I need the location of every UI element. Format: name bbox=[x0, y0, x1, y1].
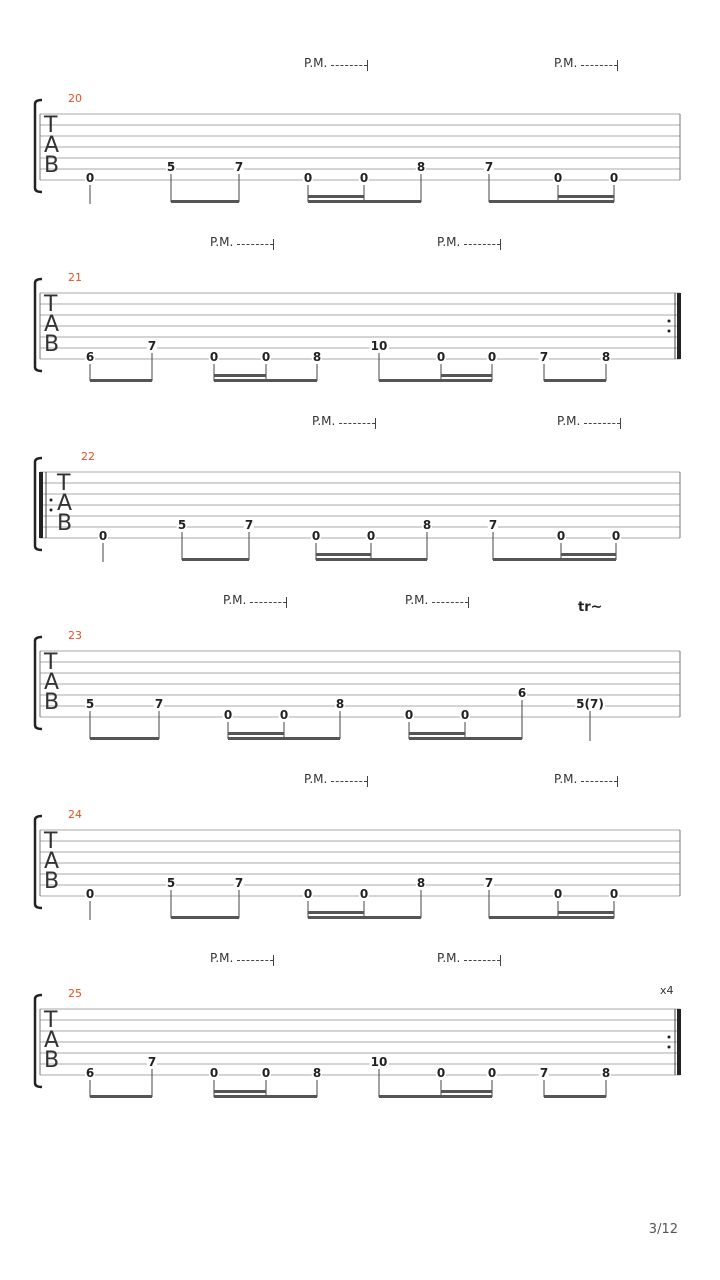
tab-letter-t: T bbox=[44, 650, 58, 675]
tab-letter-b: B bbox=[44, 153, 60, 178]
fret-number: 0 bbox=[279, 708, 289, 722]
fret-number: 7 bbox=[484, 160, 494, 174]
fret-number: 0 bbox=[611, 529, 621, 543]
fret-number: 0 bbox=[359, 887, 369, 901]
fret-number: 7 bbox=[234, 876, 244, 890]
staff-lines bbox=[0, 947, 720, 1126]
fret-number: 0 bbox=[98, 529, 108, 543]
palm-mute-marking: P.M. bbox=[210, 951, 274, 965]
staff-lines bbox=[0, 589, 720, 768]
palm-mute-marking: P.M. bbox=[557, 414, 621, 428]
fret-number: 0 bbox=[303, 887, 313, 901]
fret-number: 5 bbox=[177, 518, 187, 532]
fret-number: 8 bbox=[335, 697, 345, 711]
fret-number: 7 bbox=[539, 1066, 549, 1080]
fret-number: 8 bbox=[312, 350, 322, 364]
fret-number: 7 bbox=[244, 518, 254, 532]
fret-number: 0 bbox=[311, 529, 321, 543]
tab-letter-t: T bbox=[44, 1008, 58, 1033]
palm-mute-marking: P.M. bbox=[437, 235, 501, 249]
measure-number: 21 bbox=[68, 271, 82, 284]
fret-number: 7 bbox=[488, 518, 498, 532]
tab-letter-t: T bbox=[44, 829, 58, 854]
fret-number: 7 bbox=[484, 876, 494, 890]
fret-number: 0 bbox=[609, 171, 619, 185]
palm-mute-marking: P.M. bbox=[405, 593, 469, 607]
tab-letter-a: A bbox=[44, 312, 60, 337]
tab-letter-t: T bbox=[57, 471, 71, 496]
fret-number: 8 bbox=[601, 350, 611, 364]
staff-lines bbox=[0, 410, 720, 589]
fret-number: 0 bbox=[261, 1066, 271, 1080]
tab-letter-a: A bbox=[44, 133, 60, 158]
palm-mute-marking: P.M. bbox=[304, 56, 368, 70]
page-number: 3/12 bbox=[648, 1222, 678, 1237]
fret-number: 5 bbox=[166, 876, 176, 890]
tab-letter-b: B bbox=[44, 869, 60, 894]
tab-system-24 bbox=[0, 768, 720, 947]
fret-number: 7 bbox=[539, 350, 549, 364]
tab-letter-t: T bbox=[44, 292, 58, 317]
palm-mute-marking: P.M. bbox=[554, 772, 618, 786]
fret-number: 0 bbox=[556, 529, 566, 543]
fret-number: 0 bbox=[609, 887, 619, 901]
fret-number: 0 bbox=[553, 887, 563, 901]
fret-number: 8 bbox=[422, 518, 432, 532]
fret-number: 7 bbox=[234, 160, 244, 174]
fret-number: 8 bbox=[416, 160, 426, 174]
tab-letter-b: B bbox=[57, 511, 73, 536]
palm-mute-marking: P.M. bbox=[223, 593, 287, 607]
measure-number: 20 bbox=[68, 92, 82, 105]
fret-number: 0 bbox=[209, 350, 219, 364]
tab-letter-b: B bbox=[44, 690, 60, 715]
fret-number: 0 bbox=[487, 1066, 497, 1080]
fret-number: 6 bbox=[85, 350, 95, 364]
trill-marking: tr∼ bbox=[578, 599, 603, 615]
tab-letter-b: B bbox=[44, 1048, 60, 1073]
tab-letter-a: A bbox=[44, 849, 60, 874]
tab-letter-a: A bbox=[44, 670, 60, 695]
palm-mute-marking: P.M. bbox=[437, 951, 501, 965]
tab-letter-a: A bbox=[44, 1028, 60, 1053]
measure-number: 24 bbox=[68, 808, 82, 821]
tab-system-22 bbox=[0, 410, 720, 589]
tab-system-21 bbox=[0, 231, 720, 410]
fret-number: 0 bbox=[223, 708, 233, 722]
fret-number: 6 bbox=[517, 686, 527, 700]
tab-system-23 bbox=[0, 589, 720, 768]
fret-number: 0 bbox=[85, 887, 95, 901]
tab-letter-b: B bbox=[44, 332, 60, 357]
fret-number: 0 bbox=[209, 1066, 219, 1080]
tab-letter-t: T bbox=[44, 113, 58, 138]
fret-number: 0 bbox=[436, 1066, 446, 1080]
fret-number: 7 bbox=[154, 697, 164, 711]
fret-number: 5 bbox=[85, 697, 95, 711]
fret-number: 0 bbox=[553, 171, 563, 185]
fret-number: 0 bbox=[487, 350, 497, 364]
staff-lines bbox=[0, 231, 720, 410]
fret-number: 0 bbox=[261, 350, 271, 364]
fret-number: 10 bbox=[370, 1055, 388, 1069]
fret-number: 10 bbox=[370, 339, 388, 353]
fret-number: 0 bbox=[460, 708, 470, 722]
palm-mute-marking: P.M. bbox=[210, 235, 274, 249]
palm-mute-marking: P.M. bbox=[304, 772, 368, 786]
fret-number: 5 bbox=[166, 160, 176, 174]
staff-lines bbox=[0, 52, 720, 231]
fret-number: 0 bbox=[404, 708, 414, 722]
measure-number: 25 bbox=[68, 987, 82, 1000]
fret-number: 7 bbox=[147, 339, 157, 353]
fret-number: 0 bbox=[436, 350, 446, 364]
measure-number: 23 bbox=[68, 629, 82, 642]
tab-system-20 bbox=[0, 52, 720, 231]
palm-mute-marking: P.M. bbox=[554, 56, 618, 70]
palm-mute-marking: P.M. bbox=[312, 414, 376, 428]
staff-lines bbox=[0, 768, 720, 947]
fret-number: 0 bbox=[303, 171, 313, 185]
fret-number: 6 bbox=[85, 1066, 95, 1080]
tab-system-25 bbox=[0, 947, 720, 1126]
fret-number: 0 bbox=[366, 529, 376, 543]
fret-number: 8 bbox=[601, 1066, 611, 1080]
fret-number: 7 bbox=[147, 1055, 157, 1069]
fret-number: 8 bbox=[312, 1066, 322, 1080]
tab-letter-a: A bbox=[57, 491, 73, 516]
repeat-count: x4 bbox=[660, 984, 674, 997]
fret-number: 5(7) bbox=[576, 697, 604, 711]
fret-number: 8 bbox=[416, 876, 426, 890]
fret-number: 0 bbox=[359, 171, 369, 185]
fret-number: 0 bbox=[85, 171, 95, 185]
measure-number: 22 bbox=[81, 450, 95, 463]
